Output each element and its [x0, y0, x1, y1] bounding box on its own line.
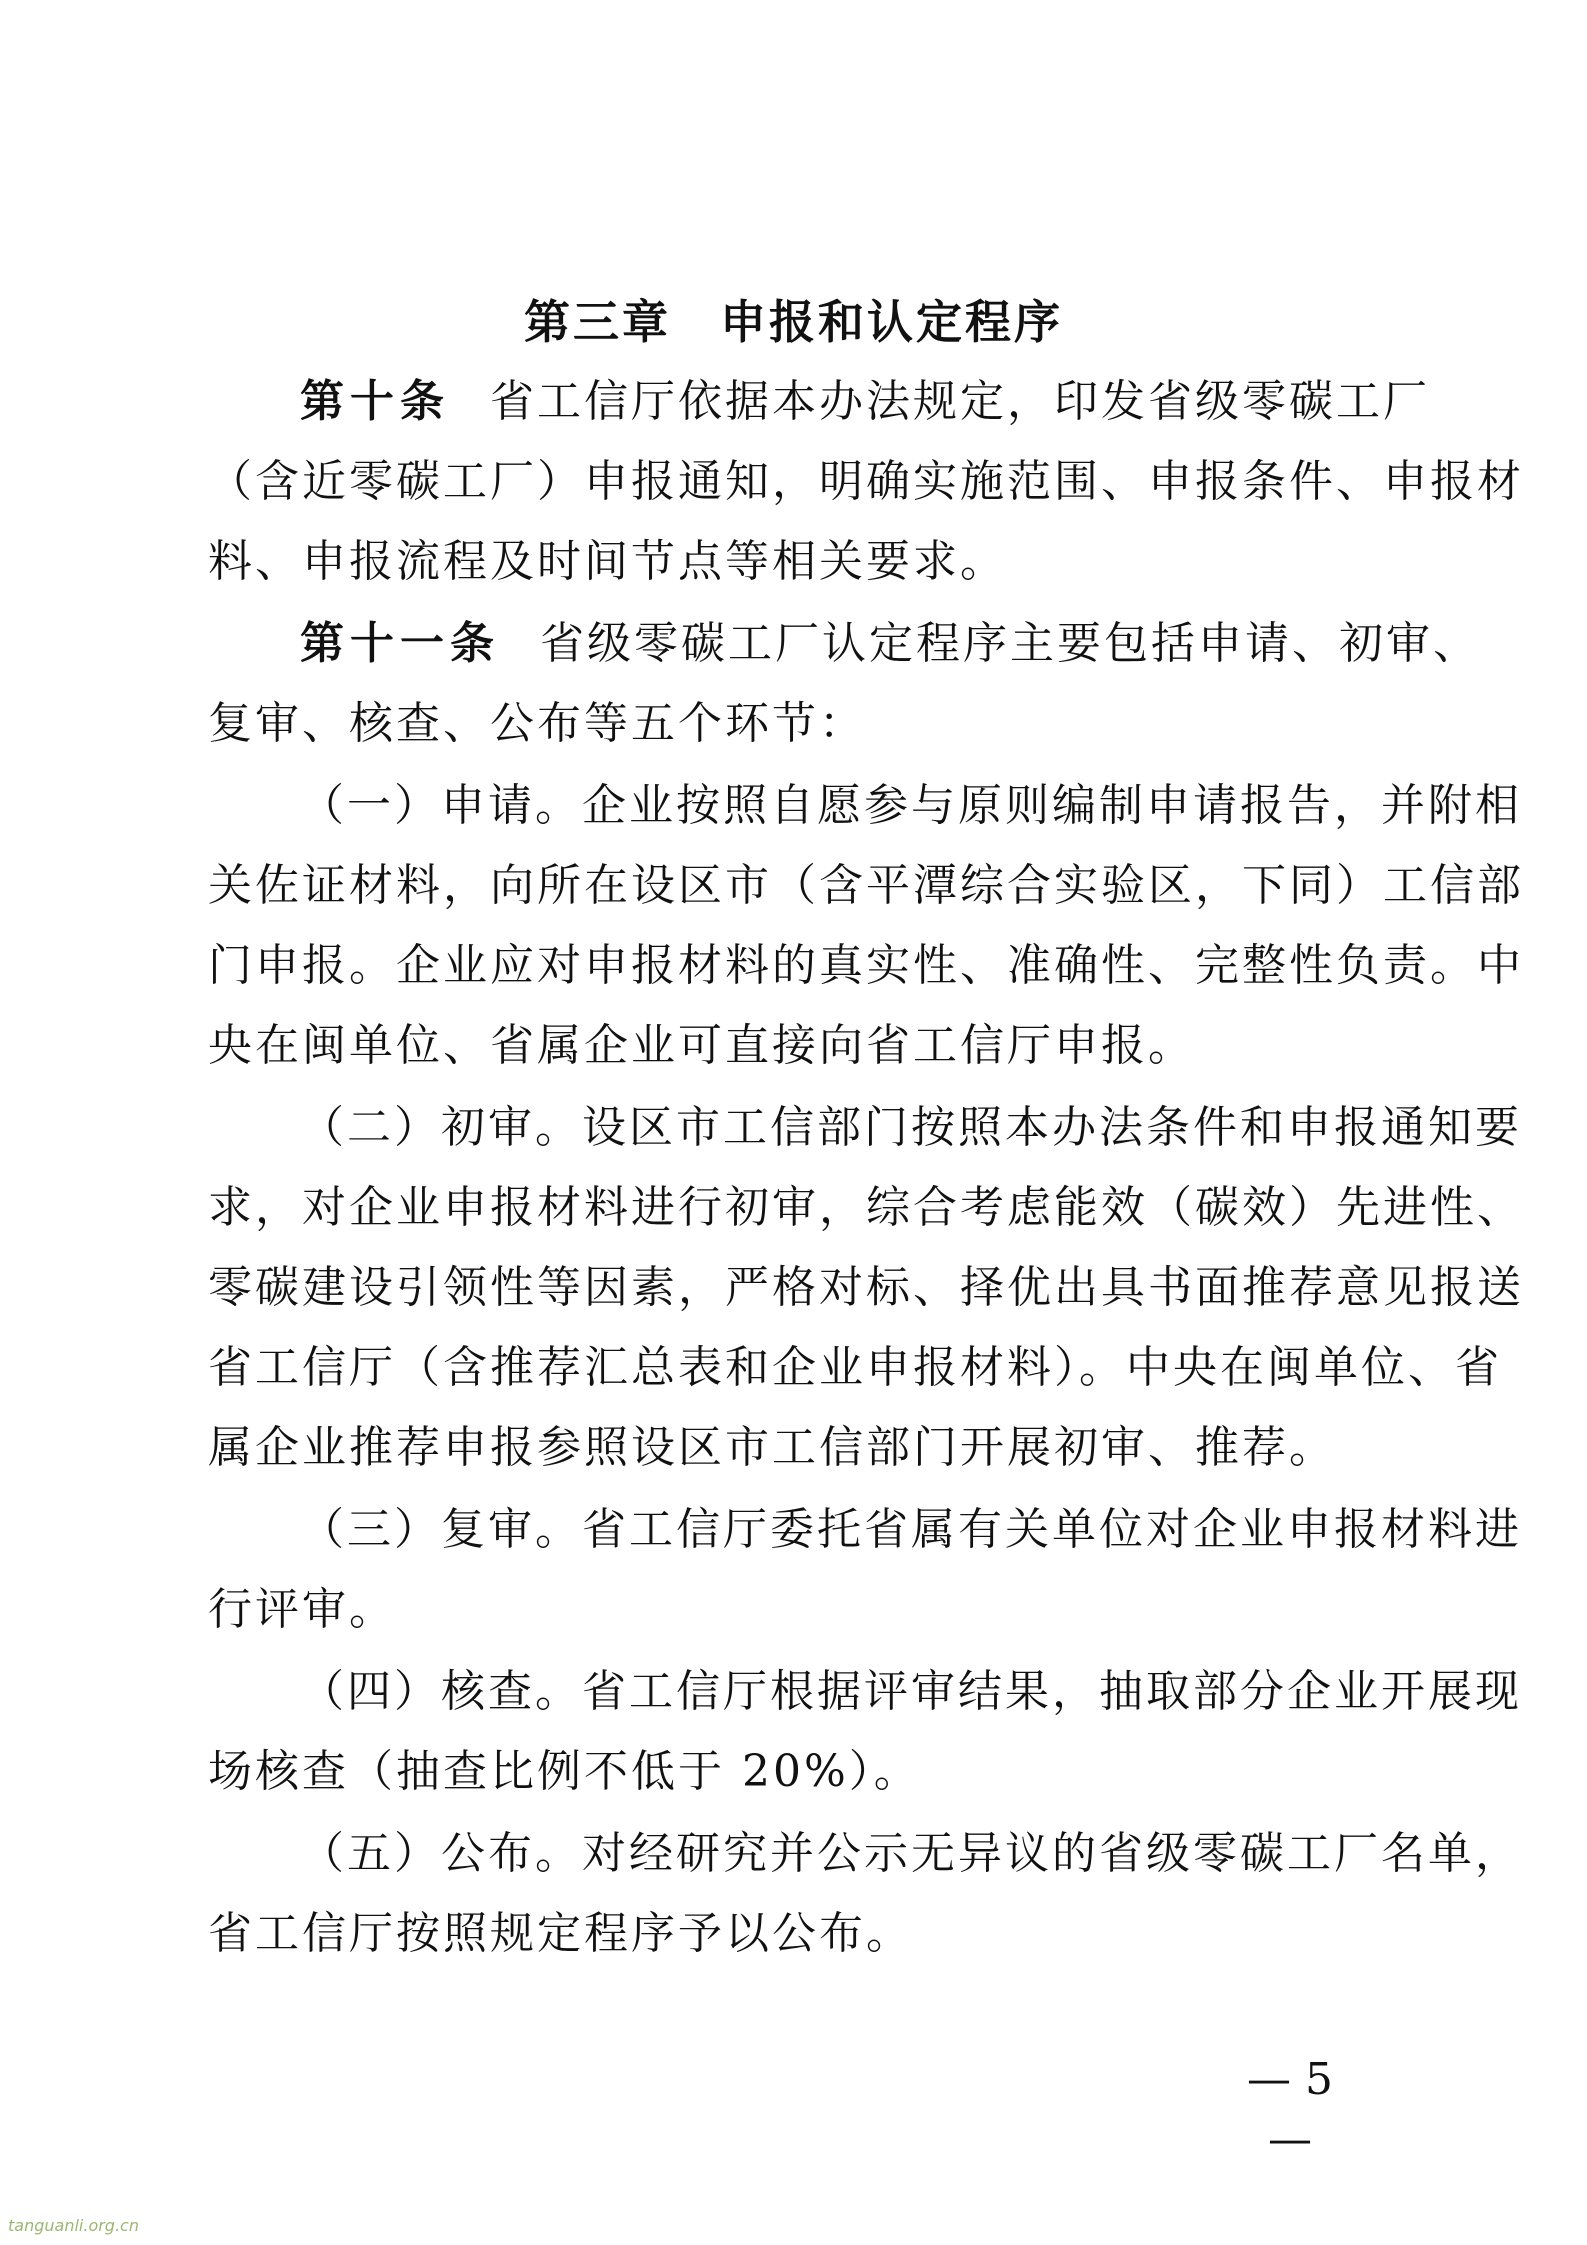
- item-2-line-1: （二）初审。设区市工信部门按照本办法条件和申报通知要: [300, 1102, 1522, 1153]
- item-2-line-2: 求，对企业申报材料进行初审，综合考虑能效（碳效）先进性、: [208, 1182, 1524, 1233]
- page-number: — 5 —: [1247, 2054, 1333, 2165]
- article-11-label: 第十一条: [300, 618, 500, 669]
- item-2-line-4: 省工信厅（含推荐汇总表和企业申报材料）。中央在闽单位、省: [208, 1342, 1502, 1393]
- item-5-line-2: 省工信厅按照规定程序予以公布。: [208, 1908, 913, 1959]
- article-10-label: 第十条: [300, 376, 450, 427]
- article-11-line-1: [300, 614, 1480, 674]
- item-1-line-3: 门申报。企业应对申报材料的真实性、准确性、完整性负责。中: [208, 940, 1524, 991]
- item-3-line-1: （三）复审。省工信厅委托省属有关单位对企业申报材料进: [300, 1504, 1522, 1555]
- item-2-line-5: 属企业推荐申报参照设区市工信部门开展初审、推荐。: [208, 1422, 1336, 1473]
- article-10-line-2: （含近零碳工厂）申报通知，明确实施范围、申报条件、申报材: [208, 456, 1524, 507]
- item-1-line-2: 关佐证材料，向所在设区市（含平潭综合实验区，下同）工信部: [208, 860, 1524, 911]
- item-3-line-2: 行评审。: [208, 1584, 396, 1635]
- item-5-line-1: （五）公布。对经研究并公示无异议的省级零碳工厂名单，: [300, 1828, 1522, 1879]
- chapter-heading: 第三章 申报和认定程序: [524, 295, 1063, 349]
- article-10-line-3: 料、申报流程及时间节点等相关要求。: [208, 536, 1007, 587]
- item-1-line-4: 央在闽单位、省属企业可直接向省工信厅申报。: [208, 1020, 1195, 1071]
- item-4-line-2: 场核查（抽查比例不低于 20%）。: [208, 1746, 921, 1797]
- article-11-text-1: 省级零碳工厂认定程序主要包括申请、初审、: [540, 618, 1480, 669]
- article-10-text-1: 省工信厅依据本办法规定，印发省级零碳工厂: [490, 376, 1430, 427]
- item-4-line-1: （四）核查。省工信厅根据评审结果，抽取部分企业开展现: [300, 1666, 1522, 1717]
- item-1-line-1: （一）申请。企业按照自愿参与原则编制申请报告，并附相: [300, 780, 1522, 831]
- item-2-line-3: 零碳建设引领性等因素，严格对标、择优出具书面推荐意见报送: [208, 1262, 1524, 1313]
- article-11-line-2: 复审、核查、公布等五个环节：: [208, 698, 866, 749]
- watermark: tanguanli.org.cn: [8, 2216, 139, 2235]
- article-10-line-1: [300, 372, 1430, 432]
